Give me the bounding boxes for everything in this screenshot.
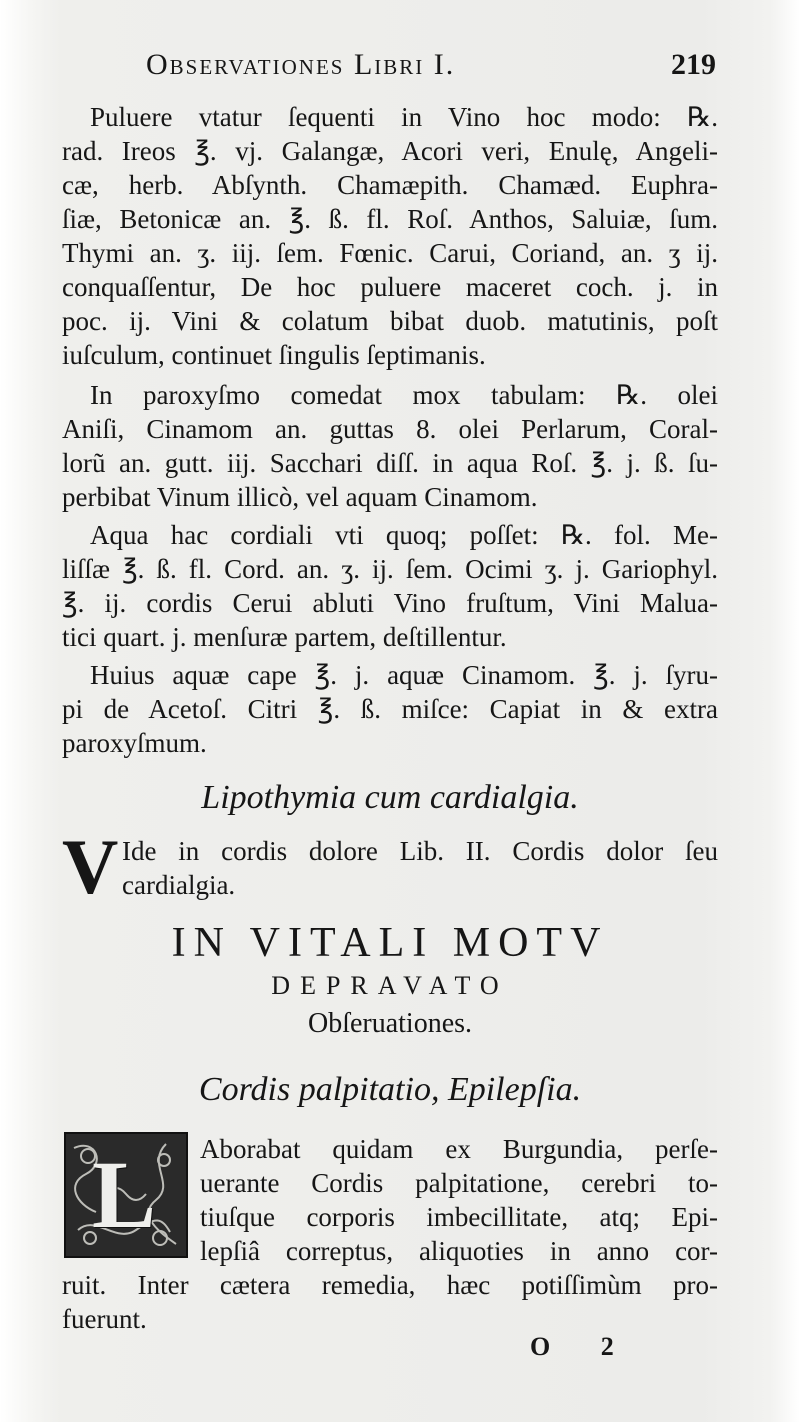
text-line: poc. ij. Vini & colatum bibat duob. matutinis, poſt: [62, 306, 718, 336]
text-line: lepſiâ correptus, aliquoties in anno cor-: [200, 1236, 718, 1266]
text-line: tici quart. j. menſuræ partem, deſtillentur.: [62, 622, 507, 652]
text-line: Thymi an. ʒ. iij. ſem. Fœnic. Carui, Coriand, an. ʒ ij.: [62, 238, 718, 268]
signature-mark: O 2: [530, 1332, 636, 1361]
text-line: iuſculum, continuet ſingulis ſeptimanis.: [62, 340, 486, 370]
text-line: Ide in cordis dolore Lib. II. Cordis dolor ſeu: [122, 836, 718, 866]
text-line: ruit. Inter cætera remedia, hæc potiſſimùm pro-: [62, 1270, 718, 1300]
text-line: uerante Cordis palpitatione, cerebri to-: [200, 1168, 718, 1198]
text-line: Aqua hac cordiali vti quoq; poſſet: ℞. fol. Me-: [90, 520, 718, 550]
text-line: lorũ an. gutt. iij. Sacchari diſſ. in aqua Roſ. ℥. j. ß. ſu-: [62, 448, 718, 478]
text-line: Puluere vtatur ſequenti in Vino hoc modo: ℞.: [90, 102, 718, 132]
subheading-cordis-palpitatio: Cordis palpitatio, Epilepſia.: [198, 1071, 582, 1108]
text-line: paroxyſmum.: [62, 728, 207, 758]
page-number: 219: [671, 48, 716, 81]
initial-letter: L: [92, 1141, 157, 1248]
text-line: fuerunt.: [62, 1304, 147, 1334]
text-line: Aniſi, Cinamom an. guttas 8. olei Perlarum, Coral-: [62, 414, 718, 444]
text-line: liſſæ ℥. ß. fl. Cord. an. ʒ. ij. ſem. Ocimi ʒ. j. Gariophyl.: [62, 554, 718, 584]
text-line: cardialgia.: [122, 870, 236, 900]
text-line: perbibat Vinum illicò, vel aquam Cinamom.: [62, 482, 538, 512]
subheading-lipothymia: Lipothymia cum cardialgia.: [201, 779, 579, 816]
section-subtitle: DEPRAVATO: [271, 971, 509, 1000]
text-line: ℥. ij. cordis Cerui abluti Vino fruſtum, Vini Malua-: [62, 588, 718, 618]
running-title: Observationes Libri I.: [146, 48, 456, 81]
running-head: [146, 48, 716, 88]
text-line: pi de Acetoſ. Citri ℥. ß. miſce: Capiat in & extra: [62, 694, 718, 724]
text-line: ſiæ, Betonicæ an. ℥. ß. fl. Roſ. Anthos, Saluiæ, ſum.: [62, 204, 718, 234]
section-title: IN VITALI MOTV: [171, 920, 609, 966]
text-line: Huius aquæ cape ℥. j. aquæ Cinamom. ℥. j. ſyru-: [90, 660, 718, 690]
text-line: In paroxyſmo comedat mox tabulam: ℞. olei: [90, 380, 718, 410]
text-line: rad. Ireos ℥. vj. Galangæ, Acori veri, Enulę, Angeli-: [62, 136, 718, 166]
text-line: conquaſſentur, De hoc puluere maceret coch. j. in: [62, 272, 718, 302]
text-line: cæ, herb. Abſynth. Chamæpith. Chamæd. Euphra-: [62, 170, 718, 200]
decorated-initial: [64, 1132, 188, 1258]
text-line: tiuſque corporis imbecillitate, atq; Epi-: [200, 1202, 718, 1232]
text-line: Aborabat quidam ex Burgundia, perſe-: [200, 1134, 718, 1164]
section-subtitle-observationes: Obſeruationes.: [307, 1008, 473, 1039]
initial-letter: V: [62, 823, 119, 910]
